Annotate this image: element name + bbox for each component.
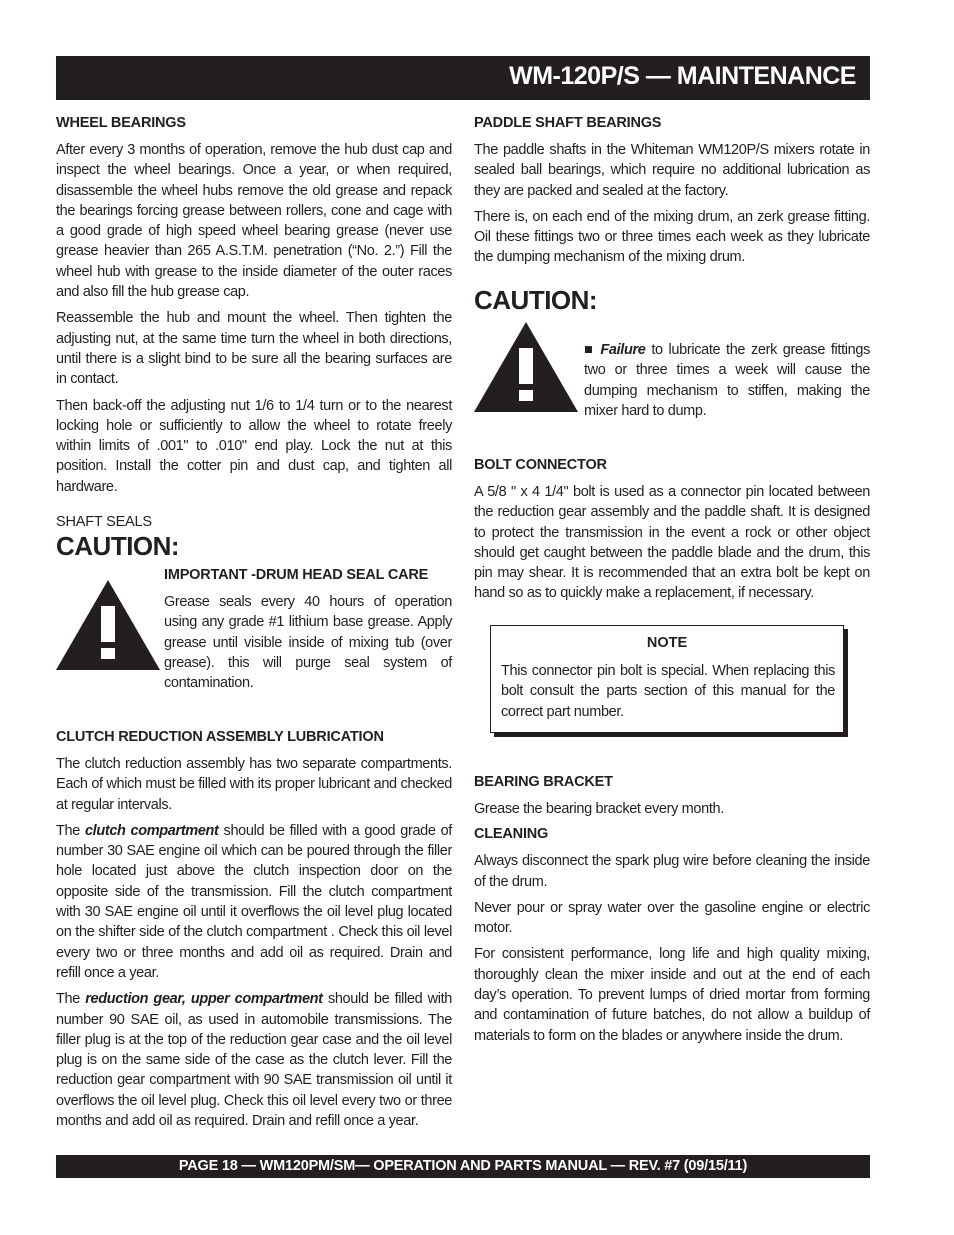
note-box — [490, 625, 844, 733]
paddle-shaft-section — [474, 114, 870, 268]
bullet-icon: ■ — [584, 342, 595, 358]
drum-seal-care-heading: IMPORTANT -DRUM HEAD SEAL CARE — [164, 567, 429, 583]
wheel-bearings-heading: WHEEL BEARINGS — [56, 115, 186, 131]
paddle-shaft-heading: PADDLE SHAFT BEARINGS — [474, 115, 662, 131]
warning-triangle-icon — [474, 322, 578, 412]
shaft-seals-section — [56, 513, 452, 561]
clutch-lubrication-heading: CLUTCH REDUCTION ASSEMBLY LUBRICATION — [56, 729, 384, 745]
page-title: WM-120P/S — MAINTENANCE — [509, 62, 856, 90]
paddle-shaft-paragraph-2: There is, on each end of the mixing drum, an zerk grease fitting. Oil these fittings two or three times each week as they lubricate the dumping mechanism of the mixing drum. — [474, 208, 870, 266]
footer-bar — [56, 1155, 870, 1178]
bearing-bracket-text: Grease the bearing bracket every month. — [474, 801, 724, 817]
cleaning-paragraph-3: For consistent performance, long life and high quality mixing, thoroughly clean the mixer inside and out at the end of each day’s operation. To prevent lumps of dried mortar from forming and contamination of future batches, do not allow a buildup of materials to form on the blades or anywhere inside the drum. — [474, 946, 870, 1044]
warning-triangle-icon — [56, 580, 160, 670]
paddle-shaft-paragraph-1: The paddle shafts in the Whiteman WM120P/S mixers rotate in sealed ball bearings, which require no additional lubrication as they are packed and sealed at the factory. — [474, 142, 870, 199]
cleaning-paragraph-1: Always disconnect the spark plug wire before cleaning the inside of the drum. — [474, 853, 870, 890]
clutch-paragraph-3: The reduction gear, upper compartment should be filled with number 90 SAE oil, as used in automobile transmissions. The filler plug is at the top of the reduction gear case and the oil level plug is on the same side of the case as the clutch lever. Fill the reduction gear compartment with 90 SAE transmission oil until it overflows the oil level plug. Check this oil level every two or three months and add oil as required. Drain and refill once a year. — [56, 991, 452, 1130]
bolt-connector-heading: BOLT CONNECTOR — [474, 457, 607, 473]
caution-title: CAUTION: — [474, 285, 598, 315]
drum-seal-care-block — [164, 566, 452, 693]
bolt-connector-paragraph: A 5/8 " x 4 1/4" bolt is used as a connector pin located between the reduction gear assembly and the paddle shaft. It is designed to protect the transmission in the event a rock or other object should get caught between the paddle blade and the drum, this pin may shear. It is recommended that an extra bolt be kept on hand so as to quickly make a replacement, if necessary. — [474, 484, 870, 602]
caution-text-block — [584, 340, 870, 421]
cleaning-paragraph-2: Never pour or spray water over the gasoline engine or electric motor. — [474, 899, 870, 937]
clutch-paragraph-2: The clutch compartment should be filled with a good grade of number 30 SAE engine oil which can be poured through the filler hole located just above the clutch inspection door on the opposite side of the transmission. Fill the clutch compartment with 30 SAE engine oil until it overflows the oil level plug located on the shifter side of the clutch compartment . Check this oil level every two or three months and add oil as required. Drain and refill once a year. — [56, 822, 452, 981]
note-title: NOTE — [646, 635, 688, 651]
drum-seal-care-text: Grease seals every 40 hours of operation using any grade #1 lithium base grease. Apply grease until visible inside of mixing tub (over grease). this will purge seal system of contamination. — [164, 594, 452, 692]
caution-text: ■ Failure to lubricate the zerk grease fittings two or three times a week will cause the dumping mechanism to stiffen, making the mixer hard to dump. — [584, 342, 870, 419]
footer-text: PAGE 18 — WM120PM/SM— OPERATION AND PARTS MANUAL — REV. #7 (09/15/11) — [178, 1158, 748, 1174]
clutch-lubrication-section — [56, 728, 452, 1131]
wheel-bearings-paragraph-1: After every 3 months of operation, remove the hub dust cap and inspect the wheel bearings. Once a year, or when required, disassemble the wheel hubs remove the old grease and repack the bearings forcing grease between rollers, cone and cage with a good grade of high speed wheel bearing grease (never use grease heavier than 265 A.S.T.M. penetration (“No. 2.”) Fill the wheel hub with grease to the inside diameter of the outer races and also fill the hub grease cap. — [56, 142, 452, 301]
note-text: This connector pin bolt is special. When replacing this bolt consult the parts section of this manual for the correct part number. — [501, 663, 835, 720]
header-bar — [56, 56, 870, 100]
cleaning-heading: CLEANING — [474, 826, 549, 843]
wheel-bearings-section — [56, 114, 452, 497]
bolt-connector-section — [474, 456, 870, 604]
wheel-bearings-paragraph-2: Reassemble the hub and mount the wheel. Then tighten the adjusting nut, at the same time turn the wheel in both directions, until there is a slight bind to be sure all the bearing surfaces are in contact. — [56, 310, 452, 388]
clutch-paragraph-1: The clutch reduction assembly has two separate compartments. Each of which must be filled with its proper lubricant and checked at regular intervals. — [56, 756, 453, 813]
wheel-bearings-paragraph-3: Then back-off the adjusting nut 1/6 to 1/4 turn or to the nearest locking hole or sufficiently to allow the wheel to rotate freely within limits of .001" to .010" end play. Lock the nut at this position. Install the cotter pin and dust cap, and tighten all hardware. — [56, 397, 452, 495]
shaft-seals-heading: SHAFT SEALS — [56, 514, 152, 530]
shaft-seals-caution-title: CAUTION: — [56, 531, 180, 561]
bearing-bracket-section — [474, 773, 870, 1046]
bearing-bracket-heading: BEARING BRACKET — [474, 774, 613, 790]
